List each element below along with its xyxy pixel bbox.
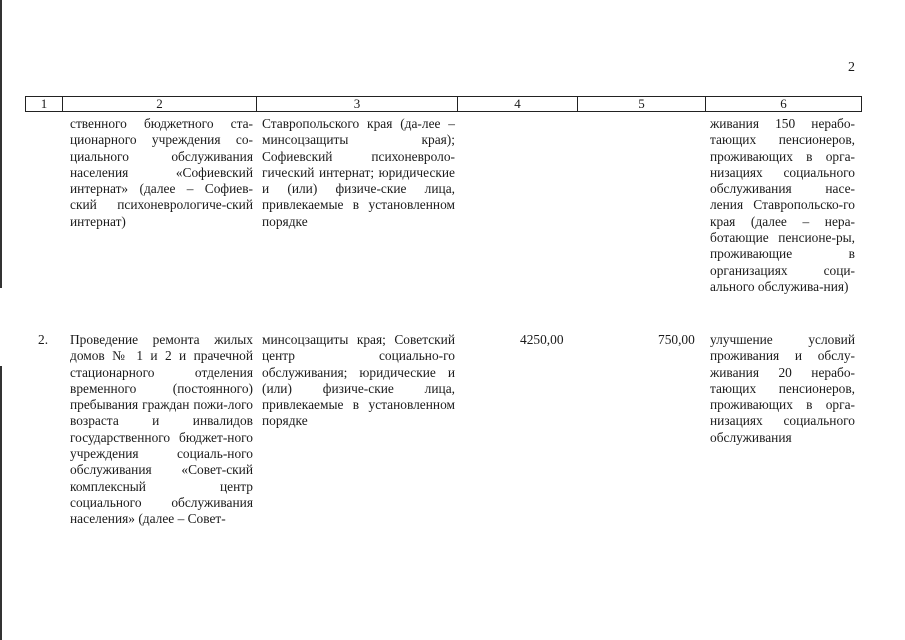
header-col-2: 2	[63, 97, 257, 111]
row2-col4-value: 4250,00	[520, 332, 564, 347]
row2-number: 2.	[38, 332, 49, 347]
row1-col2-text: ственного бюджетного ста-ционарного учреждения со-циального обслуживания населения «Софиевский интернат» (далее – Софиев-ский психоневрологиче-ский интернат)	[70, 116, 253, 229]
row2-col5-value: 750,00	[658, 332, 695, 347]
row1-col6-text: живания 150 нерабо-тающих пенсионеров, проживающих в орга-низациях социального обслуживания насе-ления Ставропольско-го края (далее – нера-ботающие пенсионе-ры, проживающие в организациях соци-ального обслужива-ния)	[710, 116, 855, 294]
row2-col2-text: Проведение ремонта жилых домов № 1 и 2 и прачечной стационарного отделения временного (постоянного) пребывания граждан пожи-лого возраста и инвалидов государственного бюджет-ного учреждения социаль-ного обслуживания «Совет-ский комплексный центр социального обслуживания населения» (далее – Совет-	[70, 332, 253, 527]
scan-edge-line	[0, 0, 3, 640]
row2-col3-text: минсоцзащиты края; Советский центр социально-го обслуживания; юридические и (или) физиче-ские лица, привлекаемые в установленном порядке	[262, 332, 455, 429]
row2-col6-text: улучшение условий проживания и обслу-живания 20 нерабо-тающих пенсионеров, проживающих в орга-низациях социального обслуживания	[710, 332, 855, 445]
header-col-3: 3	[257, 97, 458, 111]
header-col-1: 1	[26, 97, 63, 111]
row1-col3-text: Ставропольского края (да-лее – минсоцзащиты края); Софиевский психоневроло-гический интернат; юридические и (или) физиче-ские лица, привлекаемые в установленном порядке	[262, 116, 455, 229]
table-header-row	[25, 96, 862, 112]
page-number: 2	[848, 60, 855, 75]
header-col-4: 4	[458, 97, 578, 111]
header-col-5: 5	[578, 97, 706, 111]
header-col-6: 6	[780, 96, 787, 111]
